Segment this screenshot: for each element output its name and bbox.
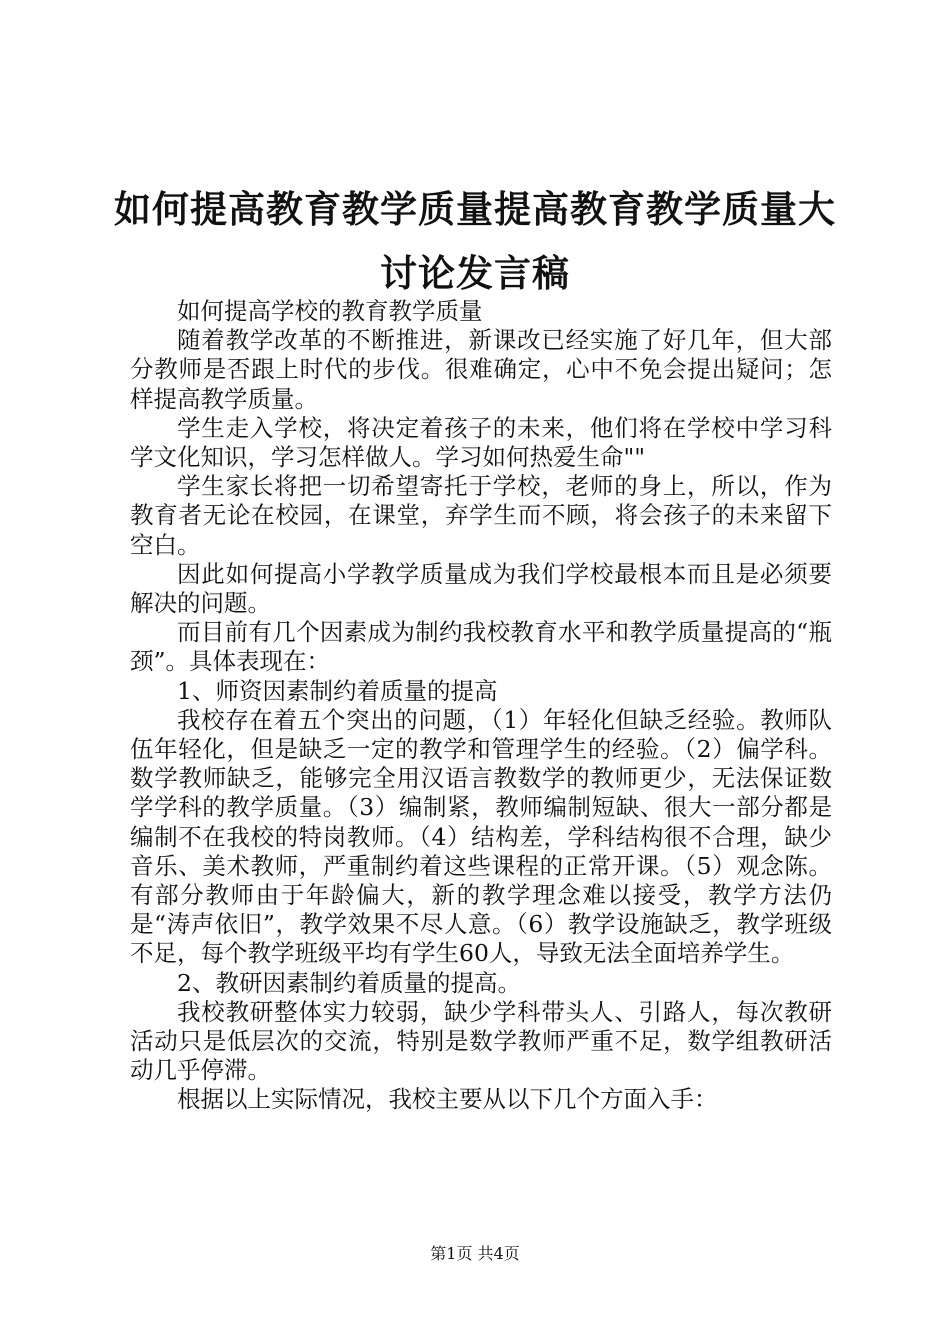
document-title: 如何提高教育教学质量提高教育教学质量大讨论发言稿: [114, 188, 836, 295]
paragraph: 根据以上实际情况，我校主要从以下几个方面入手：: [177, 1085, 718, 1114]
paragraph: 随着教学改革的不断推进，新课改已经实施了好几年，但大部分教师是否跟上时代的步伐。很难确定，心中不免会提出疑问；怎样提高教学质量。: [130, 326, 832, 413]
section-heading: 2、教研因素制约着质量的提高。: [177, 968, 521, 997]
paragraph: 我校教研整体实力较弱，缺少学科带头人、引路人，每次教研活动只是低层次的交流，特别是数学教师严重不足，数学组教研活动几乎停滞。: [130, 997, 832, 1085]
page-footer: 第1页 共4页: [430, 1244, 520, 1263]
paragraph-subtitle: 如何提高学校的教育教学质量: [177, 297, 483, 325]
document-body: [130, 297, 832, 1115]
paragraph: 而目前有几个因素成为制约我校教育水平和教学质量提高的“瓶颈”。具体表现在：: [130, 618, 832, 676]
section-heading: 1、师资因素制约着质量的提高: [177, 676, 498, 705]
paragraph: 学生走入学校，将决定着孩子的未来，他们将在学校中学习科学文化知识，学习怎样做人。学习如何热爱生命"": [130, 413, 832, 472]
paragraph: 学生家长将把一切希望寄托于学校，老师的身上，所以，作为教育者无论在校园，在课堂，弃学生而不顾，将会孩子的未来留下空白。: [130, 472, 832, 559]
paragraph: 因此如何提高小学教学质量成为我们学校最根本而且是必须要解决的问题。: [130, 559, 832, 618]
paragraph: 我校存在着五个突出的问题，（1）年轻化但缺乏经验。教师队伍年轻化，但是缺乏一定的教学和管理学生的经验。（2）偏学科。数学教师缺乏，能够完全用汉语言教数学的教师更少，无法保证数学学科的教学质量。（3）编制紧，教师编制短缺、很大一部分都是编制不在我校的特岗教师。（4）结构差，学科结构很不合理，缺少音乐、美术教师，严重制约着这些课程的正常开课。（5）观念陈。有部分教师由于年龄偏大，新的教学理念难以接受，教学方法仍是“涛声依旧”，教学效果不尽人意。（6）教学设施缺乏，教学班级不足，每个教学班级平均有学生60人，导致无法全面培养学生。: [130, 705, 832, 968]
